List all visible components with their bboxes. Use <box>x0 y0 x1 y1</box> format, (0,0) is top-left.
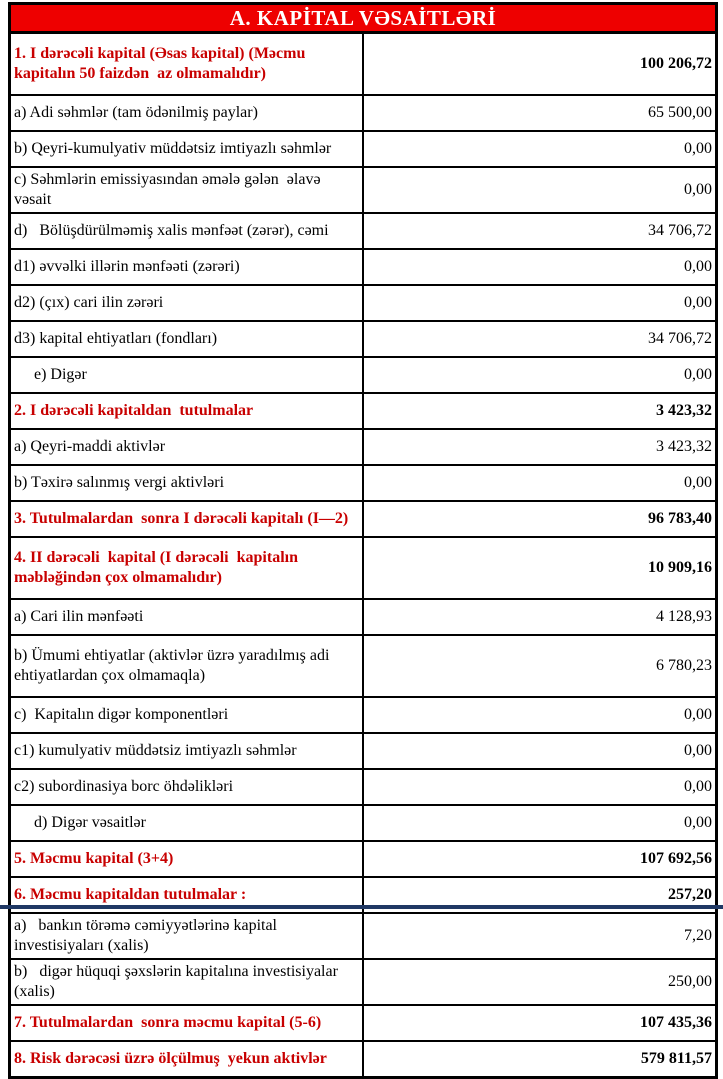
row-label: c) Səhmlərin emissiyasından əmələ gələn əlavə vəsait <box>10 167 364 213</box>
row-label: a) bankın törəmə cəmiyyətlərinə kapital investisiyaları (xalis) <box>10 913 364 959</box>
row-label: a) Cari ilin mənfəəti <box>10 599 364 635</box>
table-row <box>10 213 717 249</box>
row-value: 34 706,72 <box>363 213 717 249</box>
row-label: d) Bölüşdürülməmiş xalis mənfəət (zərər), cəmi <box>10 213 364 249</box>
row-value: 6 780,23 <box>363 635 717 697</box>
table-row <box>10 697 717 733</box>
table-row <box>10 249 717 285</box>
table-header-row <box>10 4 717 33</box>
row-label: 3. Tutulmalardan sonra I dərəcəli kapitalı (I—2) <box>10 501 364 537</box>
row-label: b) Qeyri-kumulyativ müddətsiz imtiyazlı səhmlər <box>10 131 364 167</box>
row-label: c2) subordinasiya borc öhdəlikləri <box>10 769 364 805</box>
row-value: 107 692,56 <box>363 841 717 877</box>
row-value: 0,00 <box>363 733 717 769</box>
row-label: 1. I dərəcəli kapital (Əsas kapital) (Məcmu kapitalın 50 faizdən az olmamalıdır) <box>10 33 364 96</box>
table-title: A. KAPİTAL VƏSAİTLƏRİ <box>10 4 717 33</box>
row-label: 6. Məcmu kapitaldan tutulmalar : <box>10 877 364 913</box>
row-value: 100 206,72 <box>363 33 717 96</box>
row-value: 0,00 <box>363 697 717 733</box>
table-row <box>10 841 717 877</box>
table-row <box>10 285 717 321</box>
row-label: e) Digər <box>10 357 364 393</box>
row-value: 3 423,32 <box>363 429 717 465</box>
row-value: 0,00 <box>363 285 717 321</box>
row-value: 0,00 <box>363 769 717 805</box>
table-row <box>10 1005 717 1041</box>
row-value: 0,00 <box>363 805 717 841</box>
row-value: 0,00 <box>363 249 717 285</box>
row-value: 4 128,93 <box>363 599 717 635</box>
row-label: c) Kapitalın digər komponentləri <box>10 697 364 733</box>
row-value: 250,00 <box>363 959 717 1005</box>
row-value: 257,20 <box>363 877 717 913</box>
row-value: 0,00 <box>363 167 717 213</box>
table-row <box>10 465 717 501</box>
table-row <box>10 429 717 465</box>
capital-table <box>8 2 718 1079</box>
table-row <box>10 167 717 213</box>
table-row <box>10 357 717 393</box>
row-value: 0,00 <box>363 465 717 501</box>
table-row <box>10 913 717 959</box>
table-row <box>10 33 717 96</box>
table-row <box>10 599 717 635</box>
table-row <box>10 1041 717 1078</box>
table-row <box>10 321 717 357</box>
row-label: d3) kapital ehtiyatları (fondları) <box>10 321 364 357</box>
row-value: 0,00 <box>363 357 717 393</box>
row-label: 4. II dərəcəli kapital (I dərəcəli kapitalın məbləğindən çox olmamalıdır) <box>10 537 364 599</box>
table-row <box>10 501 717 537</box>
row-label: d1) əvvəlki illərin mənfəəti (zərəri) <box>10 249 364 285</box>
row-value: 3 423,32 <box>363 393 717 429</box>
row-label: 5. Məcmu kapital (3+4) <box>10 841 364 877</box>
table-row <box>10 393 717 429</box>
row-value: 65 500,00 <box>363 95 717 131</box>
table-row <box>10 805 717 841</box>
table-row <box>10 733 717 769</box>
row-value: 0,00 <box>363 131 717 167</box>
table-row <box>10 131 717 167</box>
row-value: 579 811,57 <box>363 1041 717 1078</box>
row-label: 2. I dərəcəli kapitaldan tutulmalar <box>10 393 364 429</box>
row-label: a) Qeyri-maddi aktivlər <box>10 429 364 465</box>
row-value: 96 783,40 <box>363 501 717 537</box>
row-label: b) Ümumi ehtiyatlar (aktivlər üzrə yaradılmış adi ehtiyatlardan çox olmamaqla) <box>10 635 364 697</box>
table-row <box>10 769 717 805</box>
row-label: c1) kumulyativ müddətsiz imtiyazlı səhmlər <box>10 733 364 769</box>
bottom-border-line <box>0 905 723 909</box>
table-row <box>10 537 717 599</box>
table-row <box>10 95 717 131</box>
row-label: 7. Tutulmalardan sonra məcmu kapital (5-6) <box>10 1005 364 1041</box>
table-row <box>10 635 717 697</box>
row-label: a) Adi səhmlər (tam ödənilmiş paylar) <box>10 95 364 131</box>
row-label: d2) (çıx) cari ilin zərəri <box>10 285 364 321</box>
row-value: 7,20 <box>363 913 717 959</box>
row-value: 34 706,72 <box>363 321 717 357</box>
table-body <box>10 33 717 1078</box>
row-label: b) digər hüquqi şəxslərin kapitalına investisiyalar (xalis) <box>10 959 364 1005</box>
row-value: 10 909,16 <box>363 537 717 599</box>
capital-report-page <box>0 2 723 1067</box>
row-label: b) Təxirə salınmış vergi aktivləri <box>10 465 364 501</box>
row-label: 8. Risk dərəcəsi üzrə ölçülmuş yekun aktivlər <box>10 1041 364 1078</box>
row-label: d) Digər vəsaitlər <box>10 805 364 841</box>
row-value: 107 435,36 <box>363 1005 717 1041</box>
table-row <box>10 959 717 1005</box>
